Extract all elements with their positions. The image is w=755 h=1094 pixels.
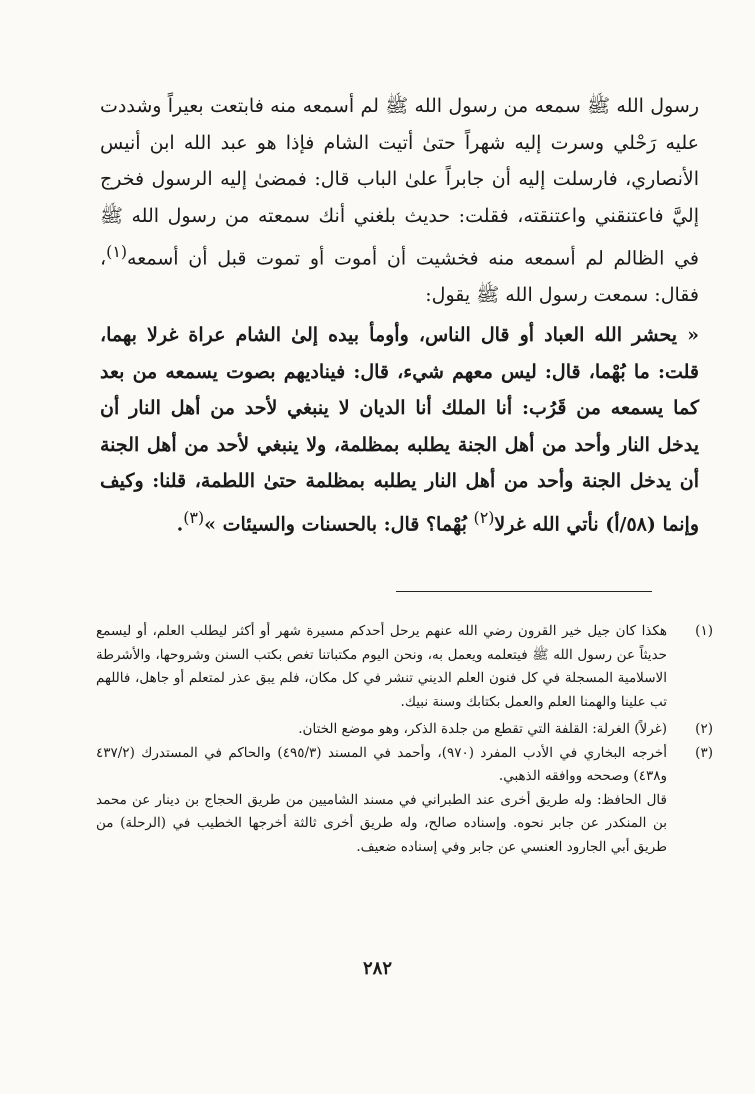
- footnote-number: (٢): [695, 721, 713, 737]
- footnote-3: [96, 742, 713, 789]
- footnote-2: [96, 718, 713, 742]
- footnote-number: (٣): [695, 744, 713, 761]
- footnote-ref-2: (٢): [473, 507, 495, 527]
- narration-paragraph: [100, 88, 699, 313]
- footnote-3-continuation: [96, 789, 713, 860]
- footnote-ref-1: (١): [106, 242, 128, 261]
- hadith-part-2: بُهْما؟ قال: بالحسنات والسيئات »: [204, 513, 474, 536]
- narration-end: ، فقال: سمعت رسول الله ﷺ يقول:: [100, 247, 699, 306]
- footnote-text: (غرلاً) الغرلة: القلفة التي تقطع من جلدة الذكر، وهو موضع الختان.: [298, 721, 667, 737]
- main-text: [100, 88, 699, 543]
- footnote-text: هكذا كان جيل خير القرون رضي الله عنهم يرحل أحدكم مسيرة شهر أو أكثر ليطلب العلم، أو ليسمع حديثاً عن رسول الله ﷺ فيتعلمه ويعمل به، ونحن اليوم مكتباتنا تغص بكتب السنن وشروحها، والأشرطة الاسلامية المسجلة في كل فنون العلم الديني تنشر في كل مكان، فلم يبق عذر لمتعلم أو جاهل، فاللهم تب علينا والهمنا العلم والعمل بكتابك وسنة نبيك.: [96, 623, 667, 710]
- hadith-part-1: « يحشر الله العباد أو قال الناس، وأومأ بيده إلىٰ الشام عراة غرلا بهما، قلت: ما بُهْما، قال: ليس معهم شيء، قال: فيناديهم بصوت يسمعه من بعد كما يسمعه من قَرُب: أنا الملك أنا الديان لا ينبغي لأحد من أهل النار أن يدخل النار وأحد من أهل الجنة يطلبه بمظلمة، ولا ينبغي لأحد من أهل الجنة أن يدخل الجنة وأحد من أهل النار يطلبه بمظلمة حتىٰ اللطمة، قلنا: وكيف وإنما (٥٨/أ) نأتي الله غرلا: [100, 324, 699, 536]
- hadith-end: .: [176, 513, 184, 536]
- footnote-divider: [396, 591, 652, 592]
- page-number: ٢٨٢: [362, 958, 392, 979]
- footnote-text: أخرجه البخاري في الأدب المفرد (٩٧٠)، وأحمد في المسند (٤٩٥/٣) والحاكم في المستدرك (٤٣٧/٢ و٤٣٨) وصححه ووافقه الذهبي.: [96, 744, 667, 784]
- narration-text: رسول الله ﷺ سمعه من رسول الله ﷺ لم أسمعه منه فابتعت بعيراً وشددت عليه رَحْلي وسرت إليه شهراً حتىٰ أتيت الشام فإذا هو عبد الله ابن أنيس الأنصاري، فارسلت إليه أن جابراً علىٰ الباب قال: فمضىٰ إليه الرسول فخرج إليَّ فاعتنقني واعتنقته، فقلت: حديث بلغني أنك سمعته من رسول الله ﷺ في الظالم لم أسمعه منه فخشيت أن أموت أو تموت قبل أن أسمعه: [100, 95, 699, 270]
- footnote-number: (١): [695, 623, 713, 639]
- footnote-ref-3: (٣): [183, 507, 205, 527]
- footnote-text: قال الحافظ: وله طريق أخرى عند الطبراني في مسند الشاميين من طريق الحجاج بن دينار عن محمد بن المنكدر عن جابر نحوه. وإسناده صالح، وله طريق أخرى ثالثة أخرجها الخطيب في (الرحلة) من طريق أبي الجارود العنسي عن جابر وفي إسناده ضعيف.: [96, 791, 667, 855]
- hadith-text: [100, 317, 699, 542]
- footnote-1: [96, 620, 713, 714]
- footnotes: [96, 620, 713, 859]
